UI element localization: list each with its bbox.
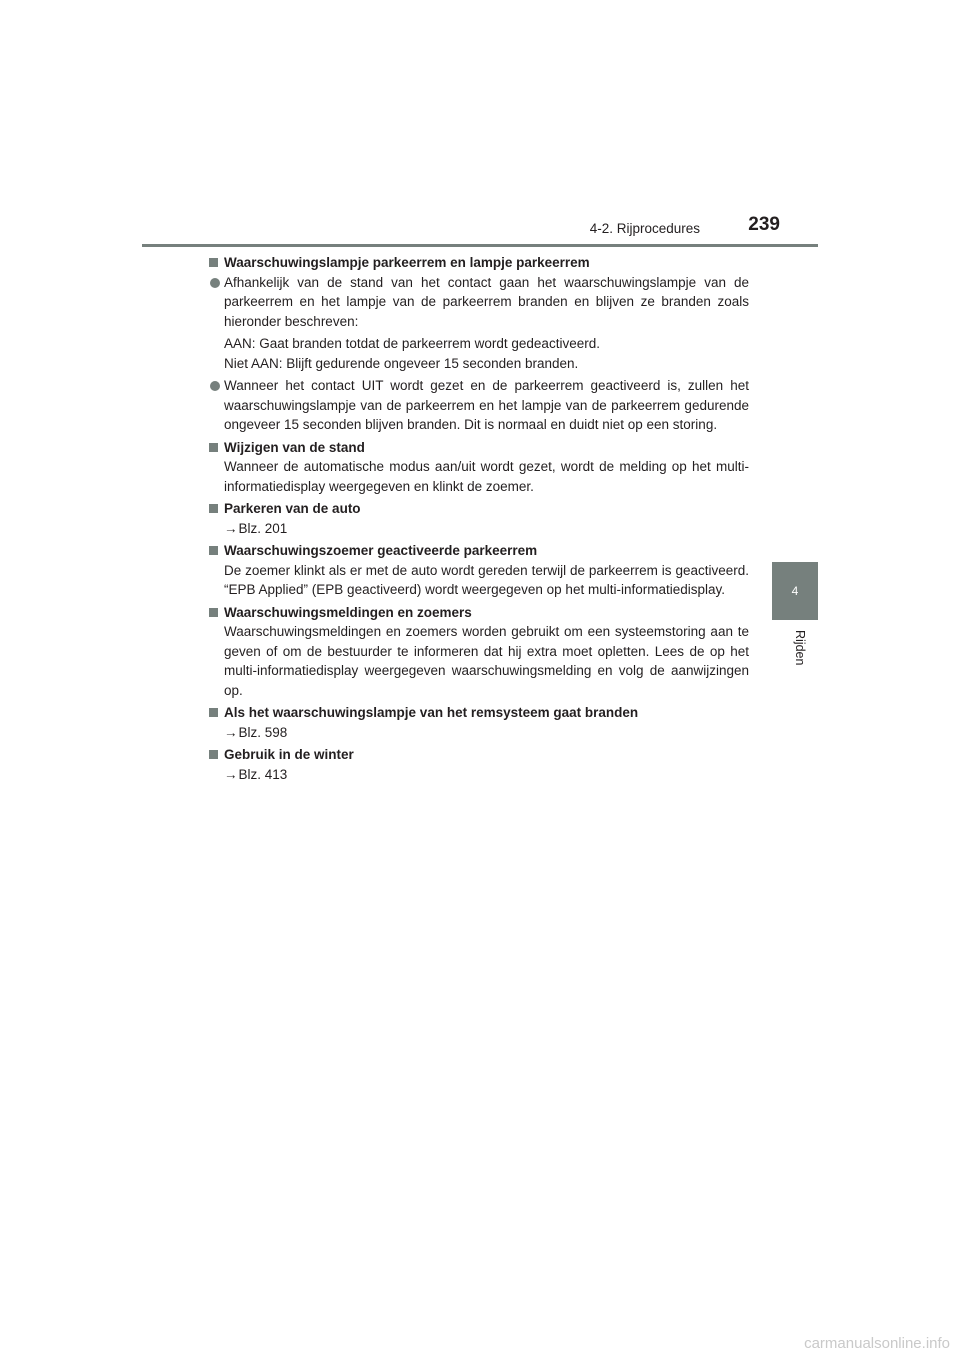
square-bullet-icon (209, 608, 218, 617)
section-brake-system-warning (209, 703, 749, 742)
section-parking (209, 499, 749, 538)
square-bullet-icon (209, 504, 218, 513)
arrow-right-icon: → (224, 724, 238, 740)
header-divider (142, 244, 818, 247)
section-winter-use (209, 745, 749, 784)
arrow-right-icon: → (224, 766, 238, 782)
section-heading: Wijzigen van de stand (209, 438, 749, 458)
running-header-section: 4-2. Rijprocedures (589, 221, 700, 236)
page-reference: →Blz. 413 (209, 765, 749, 785)
section-heading: Parkeren van de auto (209, 499, 749, 519)
page-reference: →Blz. 201 (209, 519, 749, 539)
page-content (209, 253, 749, 787)
section-text: Wanneer de automatische modus aan/uit wordt gezet, wordt de melding op het multi-informatiedisplay weergegeven en klinkt de zoemer. (224, 459, 749, 494)
state-on-line: AAN: Gaat branden totdat de parkeerrem wordt gedeactiveerd. (224, 336, 600, 351)
section-text: De zoemer klinkt als er met de auto wordt gereden terwijl de parkeerrem is geactiveerd. “EPB Applied” (EPB geactiveerd) wordt weergegeven op het multi-informatiedisplay. (224, 562, 749, 597)
section-mode-change (209, 438, 749, 497)
state-list (209, 334, 749, 373)
section-heading: Als het waarschuwingslampje van het remsysteem gaat branden (209, 703, 749, 723)
section-heading: Waarschuwingszoemer geactiveerde parkeerrem (209, 541, 749, 561)
section-text: Waarschuwingsmeldingen en zoemers worden gebruikt om een systeemstoring aan te geven of om de bestuurder te informeren dat hij extra moet opletten. Lees de op het multi-informatiedisplay weergegeven waarschuwingsmelding en volg de aanwijzingen op. (224, 624, 749, 698)
chapter-number: 4 (791, 584, 799, 598)
page-reference: →Blz. 598 (209, 723, 749, 743)
square-bullet-icon (209, 443, 218, 452)
square-bullet-icon (209, 546, 218, 555)
square-bullet-icon (209, 708, 218, 717)
page-number: 239 (748, 214, 780, 235)
bullet-item: Wanneer het contact UIT wordt gezet en de parkeerrem geactiveerd is, zullen het waarschuwingslampje van de parkeerrem en het lampje van de parkeerrem gedurende ongeveer 15 seconden blijven branden. Dit is normaal en duidt niet op een storing. (209, 376, 749, 435)
chapter-label: Rijden (793, 630, 807, 666)
section-warning-messages (209, 603, 749, 701)
watermark: carmanualsonline.info (804, 1335, 950, 1352)
round-bullet-icon (210, 381, 220, 391)
square-bullet-icon (209, 258, 218, 267)
state-not-on-line: Niet AAN: Blijft gedurende ongeveer 15 seconden branden. (224, 355, 579, 371)
section-heading: Gebruik in de winter (209, 745, 749, 765)
section-heading: Waarschuwingslampje parkeerrem en lampje parkeerrem (209, 253, 749, 273)
round-bullet-icon (210, 278, 220, 288)
section-brake-buzzer (209, 541, 749, 600)
arrow-right-icon: → (224, 520, 238, 536)
section-heading: Waarschuwingsmeldingen en zoemers (209, 603, 749, 623)
chapter-tab (772, 562, 818, 620)
bullet-item: Afhankelijk van de stand van het contact gaan het waarschuwingslampje van de parkeerrem en het lampje van de parkeerrem branden en blijven ze branden zoals hieronder beschreven: (209, 273, 749, 332)
section-parking-brake-lights (209, 253, 749, 435)
square-bullet-icon (209, 750, 218, 759)
